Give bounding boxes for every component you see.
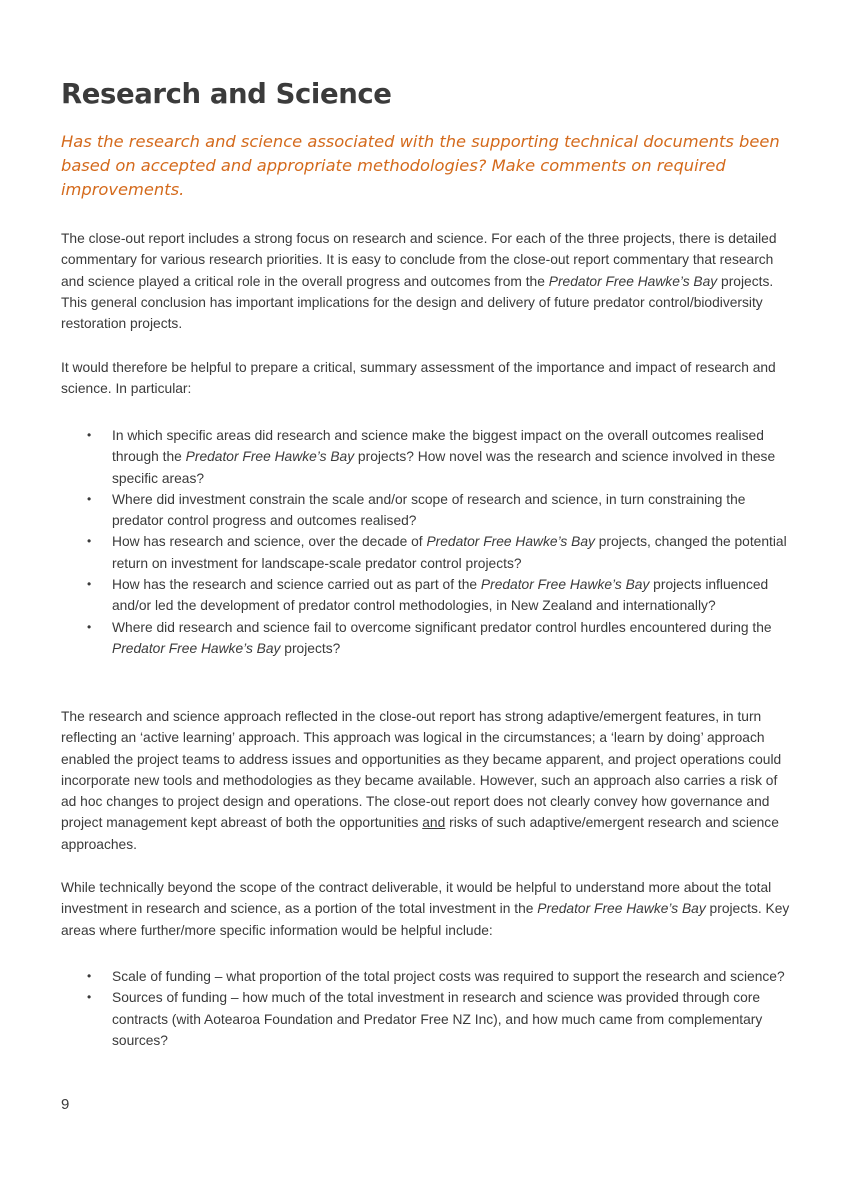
paragraph-2: It would therefore be helpful to prepare a critical, summary assessment of the importance and impact of research and science. In particular: — [61, 360, 776, 397]
list-item-project-name: Predator Free Hawke’s Bay — [112, 640, 281, 656]
list-item — [61, 987, 796, 1051]
funding-list — [61, 966, 796, 1051]
page-number: 9 — [61, 1096, 70, 1113]
bullet-icon: • — [87, 428, 92, 442]
paragraph-1-text-b: projects. This general conclusion has important implications for the design and delivery of future predator control/biodiversity restoration projects. — [61, 273, 774, 332]
list-item-project-name: Predator Free Hawke’s Bay — [480, 577, 650, 593]
list-item-project-name: Predator Free Hawke’s Bay — [185, 449, 355, 465]
list-item — [61, 966, 796, 987]
paragraph-1-project-name: Predator Free Hawke’s Bay — [548, 273, 718, 289]
bullet-icon: • — [87, 491, 92, 506]
list-item-text-a: How has the research and science carried out as part of the — [112, 577, 481, 593]
list-item-text: Scale of funding – what proportion of the total project costs was required to support the research and science? — [112, 969, 785, 984]
list-item — [61, 531, 796, 574]
list-item-text-a: Where did research and science fail to overcome significant predator control hurdles encountered during the — [112, 619, 772, 635]
list-item-text-a: In which specific areas did research and science make the biggest impact on the overall outcomes realised through the — [112, 428, 764, 465]
list-item-text-b: projects? — [280, 640, 341, 656]
section-heading: Research and Science — [61, 78, 392, 110]
bullet-icon: • — [87, 969, 92, 983]
paragraph-1 — [61, 228, 791, 334]
paragraph-3-text-a: The research and science approach reflected in the close-out report has strong adaptive/emergent features, in turn reflecting an ‘active learning’ approach. This approach was logical in the circumstances; a ‘learn by doing’ approach enabled the project teams to address issues and opportunities as they became apparent, and project operations could incorporate new tools and methodologies as they became available. However, such an approach also carries a risk of ad hoc changes to project design and operations. The close-out report does not clearly convey how governance and project management kept abreast of both the opportunities — [61, 709, 782, 831]
paragraph-4 — [61, 877, 791, 941]
list-item-text-a: How has research and science, over the decade of — [112, 534, 427, 550]
questions-list — [61, 425, 796, 659]
paragraph-4-project-name: Predator Free Hawke’s Bay — [537, 901, 706, 917]
list-item-text-b: projects? How novel was the research and science involved in these specific areas? — [112, 449, 776, 486]
bullet-icon: • — [87, 534, 92, 549]
list-item-text-a: Where did investment constrain the scale and/or scope of research and science, in turn constraining the predator control progress and outcomes realised? — [112, 491, 746, 529]
paragraph-3 — [61, 706, 791, 855]
paragraph-3-text-b: risks of such adaptive/emergent research and science approaches. — [61, 815, 779, 852]
list-item-project-name: Predator Free Hawke’s Bay — [426, 534, 595, 550]
list-item-text: Sources of funding – how much of the total investment in research and science was provided through core contracts (with Aotearoa Foundation and Predator Free NZ Inc), and how much came from complementary sources? — [112, 990, 763, 1048]
list-item — [61, 617, 796, 660]
list-item — [61, 425, 796, 489]
review-question: Has the research and science associated with the supporting technical documents been based on accepted and appropriate methodologies? Make comments on required improvements. — [61, 132, 780, 199]
list-item-text-b: projects, changed the potential return on investment for landscape-scale predator control projects? — [112, 534, 787, 571]
paragraph-1-text-a: The close-out report includes a strong focus on research and science. For each of the three projects, there is detailed commentary for various research priorities. It is easy to conclude from the close-out report commentary that research and science played a critical role in the overall progress and outcomes from the — [61, 231, 777, 289]
list-item-text-b: projects influenced and/or led the development of predator control methodologies, in New Zealand and internationally? — [112, 577, 769, 614]
bullet-icon: • — [87, 619, 92, 634]
bullet-icon: • — [87, 577, 92, 592]
paragraph-4-text-b: projects. Key areas where further/more specific information would be helpful include: — [61, 901, 790, 938]
list-item — [61, 574, 796, 617]
paragraph-4-text-a: While technically beyond the scope of the contract deliverable, it would be helpful to understand more about the total investment in research and science, as a portion of the total investment in the — [61, 880, 772, 917]
bullet-icon: • — [87, 990, 92, 1005]
list-item — [61, 489, 796, 532]
paragraph-3-underlined-word: and — [422, 815, 446, 831]
